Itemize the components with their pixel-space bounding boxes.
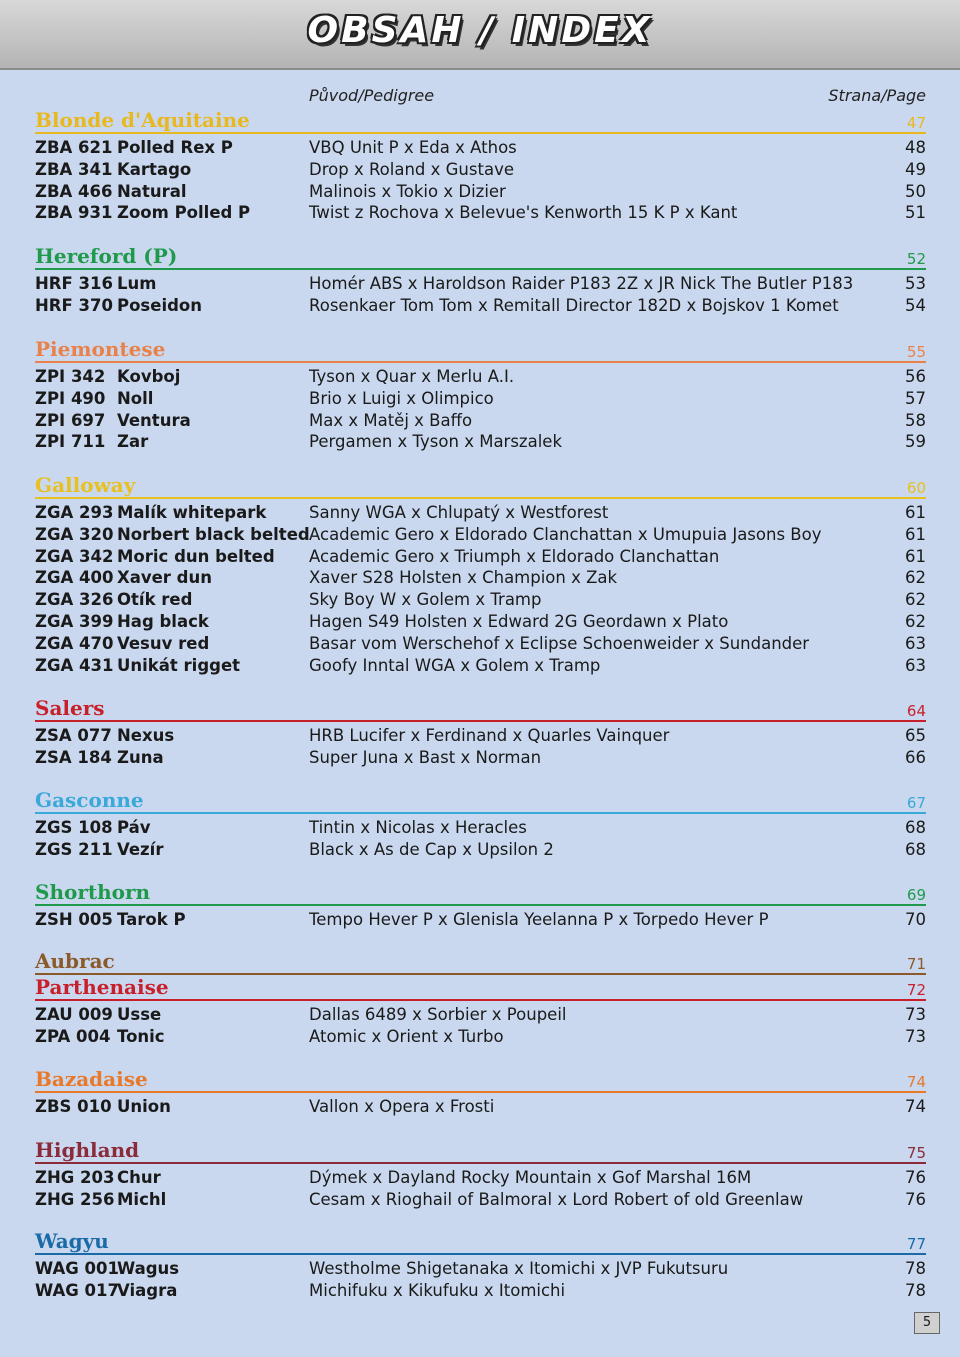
index-row	[35, 612, 926, 634]
row-code: WAG 001	[35, 1259, 119, 1278]
row-pedigree: Sky Boy W x Golem x Tramp	[309, 590, 542, 610]
row-code: ZHG 256	[35, 1189, 115, 1209]
row-pedigree: Tyson x Quar x Merlu A.I.	[309, 367, 515, 386]
index-row	[35, 274, 926, 296]
breed-name: Wagyu	[35, 1229, 109, 1253]
row-pedigree: Twist z Rochova x Belevue's Kenworth 15 K P x Kant	[309, 203, 738, 223]
breed-page: 69	[906, 886, 926, 904]
row-animal: Vesuv red	[117, 633, 210, 653]
row-animal: Wagus	[117, 1259, 180, 1278]
row-page: 61	[905, 503, 926, 522]
breed-name: Salers	[35, 696, 105, 720]
page-column-header: Strana/Page	[828, 86, 926, 105]
row-page: 68	[905, 839, 926, 859]
row-page: 63	[905, 655, 926, 675]
row-page: 78	[905, 1280, 926, 1300]
breed-name: Gasconne	[35, 788, 144, 812]
row-pedigree: Tempo Hever P x Glenisla Yeelanna P x Torpedo Hever P	[309, 910, 769, 929]
index-row	[35, 590, 926, 612]
index-row	[35, 634, 926, 656]
section-title	[35, 1065, 926, 1093]
row-pedigree: Dýmek x Dayland Rocky Mountain x Gof Marshal 16M	[309, 1168, 752, 1187]
row-animal: Ventura	[117, 410, 191, 430]
breed-page: 74	[906, 1073, 926, 1091]
breed-name: Aubrac	[35, 949, 115, 973]
row-code: ZPI 490	[35, 388, 106, 408]
row-page: 66	[905, 747, 926, 767]
section-title	[35, 947, 926, 975]
row-animal: Xaver dun	[117, 568, 212, 588]
row-page: 68	[905, 818, 926, 837]
index-row	[35, 138, 926, 160]
breed-name: Shorthorn	[35, 880, 151, 904]
index-row	[35, 411, 926, 433]
row-animal: Zoom Polled P	[117, 203, 251, 223]
row-code: ZGA 342	[35, 546, 114, 566]
row-page: 78	[905, 1259, 926, 1278]
row-page: 65	[905, 726, 926, 745]
index-row	[35, 547, 926, 569]
row-code: HRF 316	[35, 274, 113, 293]
index-row	[35, 1281, 926, 1303]
row-code: ZPI 711	[35, 432, 106, 452]
row-code: ZPI 697	[35, 410, 106, 430]
row-animal: Vezír	[117, 839, 164, 859]
index-row	[35, 182, 926, 204]
row-animal: Otík red	[117, 590, 193, 610]
breed-page: 55	[906, 343, 926, 361]
row-animal: Lum	[117, 274, 157, 293]
row-page: 70	[905, 910, 926, 929]
index-row	[35, 1097, 926, 1119]
row-animal: Viagra	[117, 1280, 178, 1300]
breed-name: Galloway	[35, 473, 136, 497]
row-animal: Tonic	[117, 1026, 165, 1046]
page-header	[0, 0, 960, 70]
breed-page: 72	[906, 981, 926, 999]
breed-name: Parthenaise	[35, 975, 169, 999]
row-page: 58	[905, 410, 926, 430]
row-pedigree: Sanny WGA x Chlupatý x Westforest	[309, 503, 609, 522]
row-pedigree: Academic Gero x Triumph x Eldorado Clanchattan	[309, 546, 720, 566]
index-row	[35, 818, 926, 840]
row-code: ZGS 211	[35, 839, 113, 859]
row-pedigree: VBQ Unit P x Eda x Athos	[309, 138, 517, 157]
row-animal: Union	[117, 1097, 171, 1116]
row-page: 48	[905, 138, 926, 157]
row-page: 74	[905, 1097, 926, 1116]
breed-name: Hereford (P)	[35, 244, 178, 268]
breed-page: 47	[906, 114, 926, 132]
row-animal: Unikát rigget	[117, 655, 241, 675]
section-title	[35, 694, 926, 722]
row-page: 73	[905, 1026, 926, 1046]
breed-page: 77	[906, 1235, 926, 1253]
row-code: ZAU 009	[35, 1005, 113, 1024]
row-pedigree: Rosenkaer Tom Tom x Remitall Director 182D x Bojskov 1 Komet	[309, 295, 839, 315]
row-code: ZBA 621	[35, 138, 113, 157]
section-title	[35, 471, 926, 499]
breed-name: Bazadaise	[35, 1067, 148, 1091]
row-code: ZGA 431	[35, 655, 114, 675]
row-pedigree: Academic Gero x Eldorado Clanchattan x Umupuia Jasons Boy	[309, 524, 822, 544]
row-pedigree: Homér ABS x Haroldson Raider P183 2Z x JR Nick The Butler P183	[309, 274, 854, 293]
row-page: 49	[905, 159, 926, 179]
index-row	[35, 726, 926, 748]
row-animal: Zar	[117, 432, 149, 452]
section-title	[35, 106, 926, 134]
index-row	[35, 840, 926, 862]
row-code: ZBA 466	[35, 181, 113, 201]
row-animal: Tarok P	[117, 910, 186, 929]
row-animal: Chur	[117, 1168, 161, 1187]
row-code: WAG 017	[35, 1280, 119, 1300]
row-pedigree: Pergamen x Tyson x Marszalek	[309, 432, 562, 452]
row-pedigree: Max x Matěj x Baffo	[309, 410, 473, 430]
row-pedigree: Atomic x Orient x Turbo	[309, 1026, 504, 1046]
section-title	[35, 786, 926, 814]
index-row	[35, 568, 926, 590]
row-pedigree: Goofy Inntal WGA x Golem x Tramp	[309, 655, 601, 675]
row-pedigree: Super Juna x Bast x Norman	[309, 747, 542, 767]
index-row	[35, 503, 926, 525]
row-page: 59	[905, 432, 926, 452]
row-page: 51	[905, 203, 926, 223]
index-row	[35, 1168, 926, 1190]
row-page: 56	[905, 367, 926, 386]
breed-page: 52	[906, 250, 926, 268]
row-animal: Poseidon	[117, 295, 202, 315]
row-code: ZPA 004	[35, 1026, 111, 1046]
row-code: ZBA 931	[35, 203, 113, 223]
breed-page: 71	[906, 955, 926, 973]
index-row	[35, 910, 926, 932]
section-title	[35, 878, 926, 906]
row-code: ZSA 184	[35, 747, 112, 767]
row-pedigree: Black x As de Cap x Upsilon 2	[309, 839, 554, 859]
row-animal: Moric dun belted	[117, 546, 275, 566]
row-code: ZGA 293	[35, 503, 114, 522]
row-page: 61	[905, 546, 926, 566]
index-row	[35, 203, 926, 225]
index-row	[35, 656, 926, 678]
section-title	[35, 973, 926, 1001]
row-code: ZGA 470	[35, 633, 114, 653]
row-code: ZBA 341	[35, 159, 113, 179]
row-page: 53	[905, 274, 926, 293]
breed-page: 64	[906, 702, 926, 720]
index-row	[35, 432, 926, 454]
row-pedigree: Hagen S49 Holsten x Edward 2G Geordawn x Plato	[309, 612, 729, 631]
row-page: 63	[905, 633, 926, 653]
breed-page: 60	[906, 479, 926, 497]
row-code: ZGA 326	[35, 590, 114, 610]
row-animal: Malík whitepark	[117, 503, 267, 522]
row-pedigree: Xaver S28 Holsten x Champion x Zak	[309, 568, 618, 588]
row-code: ZGS 108	[35, 818, 113, 837]
row-animal: Kovboj	[117, 367, 181, 386]
breed-name: Highland	[35, 1138, 140, 1162]
row-pedigree: Basar vom Werschehof x Eclipse Schoenweider x Sundander	[309, 633, 810, 653]
row-pedigree: Michifuku x Kikufuku x Itomichi	[309, 1280, 566, 1300]
row-page: 54	[905, 295, 926, 315]
row-pedigree: Westholme Shigetanaka x Itomichi x JVP Fukutsuru	[309, 1259, 729, 1278]
section-title	[35, 242, 926, 270]
index-row	[35, 160, 926, 182]
row-pedigree: Brio x Luigi x Olimpico	[309, 388, 494, 408]
row-page: 62	[905, 590, 926, 610]
row-pedigree: Vallon x Opera x Frosti	[309, 1097, 495, 1116]
row-animal: Páv	[117, 818, 151, 837]
breed-page: 75	[906, 1144, 926, 1162]
row-code: ZPI 342	[35, 367, 106, 386]
index-row	[35, 1190, 926, 1212]
row-page: 62	[905, 612, 926, 631]
row-code: ZHG 203	[35, 1168, 115, 1187]
row-animal: Natural	[117, 181, 187, 201]
section-title	[35, 1227, 926, 1255]
row-page: 61	[905, 524, 926, 544]
row-animal: Nexus	[117, 726, 175, 745]
row-page: 50	[905, 181, 926, 201]
page-title: OBSAH / INDEX	[307, 10, 653, 51]
section-title	[35, 335, 926, 363]
row-pedigree: Drop x Roland x Gustave	[309, 159, 514, 179]
section-title	[35, 1136, 926, 1164]
row-page: 57	[905, 388, 926, 408]
row-code: ZSA 077	[35, 726, 112, 745]
row-code: ZSH 005	[35, 910, 113, 929]
index-row	[35, 1027, 926, 1049]
row-page: 73	[905, 1005, 926, 1024]
row-code: HRF 370	[35, 295, 113, 315]
row-code: ZGA 400	[35, 568, 114, 588]
index-row	[35, 389, 926, 411]
row-animal: Zuna	[117, 747, 164, 767]
index-row	[35, 367, 926, 389]
row-code: ZGA 320	[35, 524, 114, 544]
breed-name: Blonde d'Aquitaine	[35, 108, 250, 132]
breed-page: 67	[906, 794, 926, 812]
row-animal: Kartago	[117, 159, 192, 179]
row-page: 76	[905, 1189, 926, 1209]
row-pedigree: Malinois x Tokio x Dizier	[309, 181, 506, 201]
index-row	[35, 748, 926, 770]
row-pedigree: HRB Lucifer x Ferdinand x Quarles Vainquer	[309, 726, 670, 745]
row-animal: Michl	[117, 1189, 167, 1209]
page-number: 5	[914, 1312, 940, 1334]
breed-name: Piemontese	[35, 337, 166, 361]
row-animal: Polled Rex P	[117, 138, 233, 157]
row-animal: Hag black	[117, 612, 209, 631]
row-pedigree: Cesam x Rioghail of Balmoral x Lord Robert of old Greenlaw	[309, 1189, 804, 1209]
row-animal: Usse	[117, 1005, 162, 1024]
index-row	[35, 1259, 926, 1281]
row-pedigree: Tintin x Nicolas x Heracles	[309, 818, 527, 837]
index-row	[35, 1005, 926, 1027]
row-code: ZGA 399	[35, 612, 114, 631]
row-pedigree: Dallas 6489 x Sorbier x Poupeil	[309, 1005, 567, 1024]
row-animal: Noll	[117, 388, 154, 408]
index-row	[35, 296, 926, 318]
row-code: ZBS 010	[35, 1097, 112, 1116]
index-row	[35, 525, 926, 547]
row-page: 76	[905, 1168, 926, 1187]
pedigree-column-header: Původ/Pedigree	[309, 86, 435, 105]
row-page: 62	[905, 568, 926, 588]
row-animal: Norbert black belted	[117, 524, 310, 544]
